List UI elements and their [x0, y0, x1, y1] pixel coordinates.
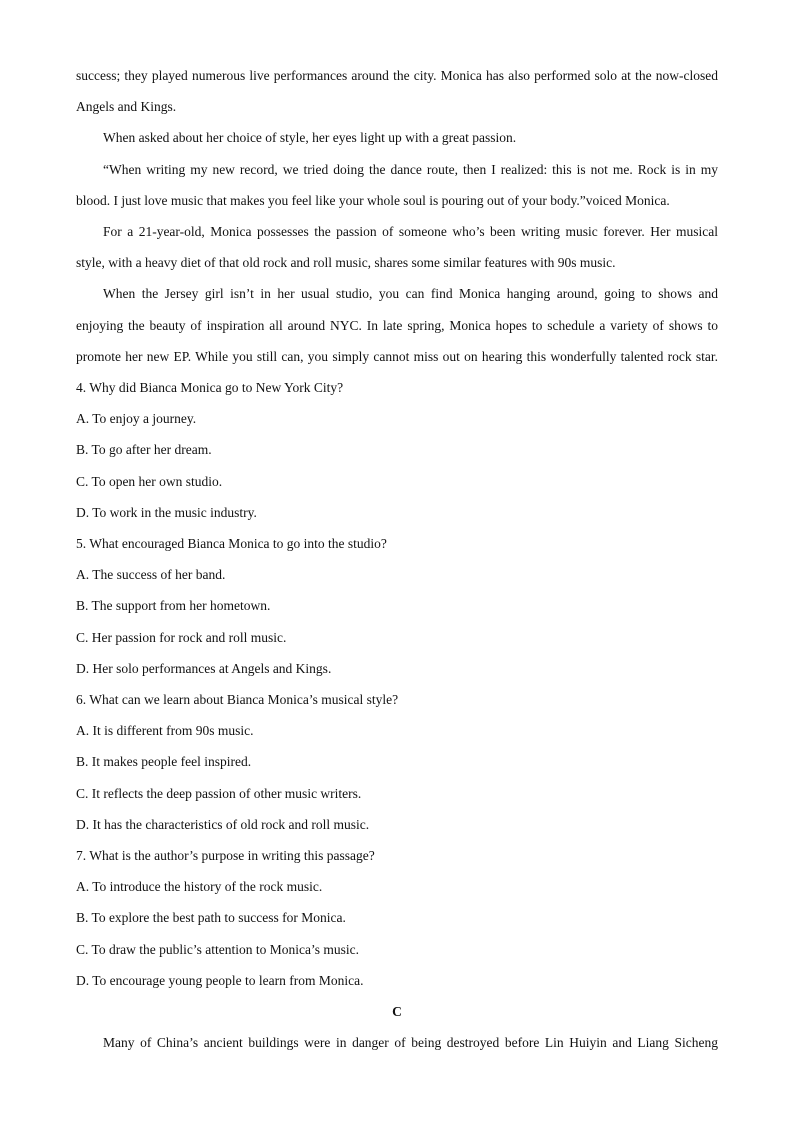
answer-option: D. To encourage young people to learn from Monica. — [76, 972, 364, 988]
paragraph-line: success; they played numerous live performances around the city. Monica has also performed solo at the now-closed — [76, 68, 718, 83]
paragraph-line: “When writing my new record, we tried doing the dance route, then I realized: this is not me. Rock is in my — [103, 161, 718, 177]
paragraph-line: Angels and Kings. — [76, 99, 177, 115]
question-7 — [76, 840, 718, 996]
answer-option: A. To enjoy a journey. — [76, 411, 197, 427]
paragraph-line: When asked about her choice of style, her eyes light up with a great passion. — [103, 130, 517, 146]
question-6 — [76, 684, 718, 840]
paragraph-line: For a 21-year-old, Monica possesses the passion of someone who’s been writing music forever. Her musical — [103, 224, 718, 240]
answer-option: D. It has the characteristics of old rock and roll music. — [76, 816, 370, 832]
answer-option: C. It reflects the deep passion of other music writers. — [76, 785, 362, 801]
section-heading: C — [392, 1004, 402, 1020]
passage-c — [76, 996, 718, 1058]
paragraph-line: promote her new EP. While you still can, you simply cannot miss out on hearing this wonderfully talented rock star. — [76, 348, 718, 364]
question-stem: 6. What can we learn about Bianca Monica’s musical style? — [76, 692, 399, 708]
answer-option: A. It is different from 90s music. — [76, 723, 254, 739]
answer-option: C. Her passion for rock and roll music. — [76, 629, 287, 645]
paragraph-line: blood. I just love music that makes you feel like your whole soul is pouring out of your body.”voiced Monica. — [76, 192, 670, 208]
answer-option: B. To go after her dream. — [76, 442, 212, 458]
paragraph-line: enjoying the beauty of inspiration all around NYC. In late spring, Monica hopes to schedule a variety of shows to — [76, 317, 718, 333]
answer-option: A. The success of her band. — [76, 567, 226, 583]
paragraph-line: Many of China’s ancient buildings were in danger of being destroyed before Lin Huiyin and Liang Sicheng — [103, 1035, 718, 1051]
answer-option: B. To explore the best path to success for Monica. — [76, 910, 346, 926]
answer-option: D. To work in the music industry. — [76, 504, 257, 520]
paragraph-line: style, with a heavy diet of that old rock and roll music, shares some similar features with 90s music. — [76, 255, 616, 271]
answer-option: D. Her solo performances at Angels and Kings. — [76, 660, 332, 676]
question-stem: 7. What is the author’s purpose in writing this passage? — [76, 848, 375, 864]
answer-option: B. The support from her hometown. — [76, 598, 271, 614]
question-4 — [76, 372, 718, 528]
question-5 — [76, 528, 718, 684]
question-stem: 5. What encouraged Bianca Monica to go into the studio? — [76, 536, 387, 552]
question-stem: 4. Why did Bianca Monica go to New York City? — [76, 380, 344, 396]
answer-option: B. It makes people feel inspired. — [76, 754, 252, 770]
passage-b — [76, 60, 718, 372]
answer-option: A. To introduce the history of the rock music. — [76, 879, 323, 895]
answer-option: C. To draw the public’s attention to Monica’s music. — [76, 941, 360, 957]
answer-option: C. To open her own studio. — [76, 473, 223, 489]
paragraph-line: When the Jersey girl isn’t in her usual studio, you can find Monica hanging around, going to shows and — [103, 286, 718, 302]
document-page — [76, 60, 718, 1059]
